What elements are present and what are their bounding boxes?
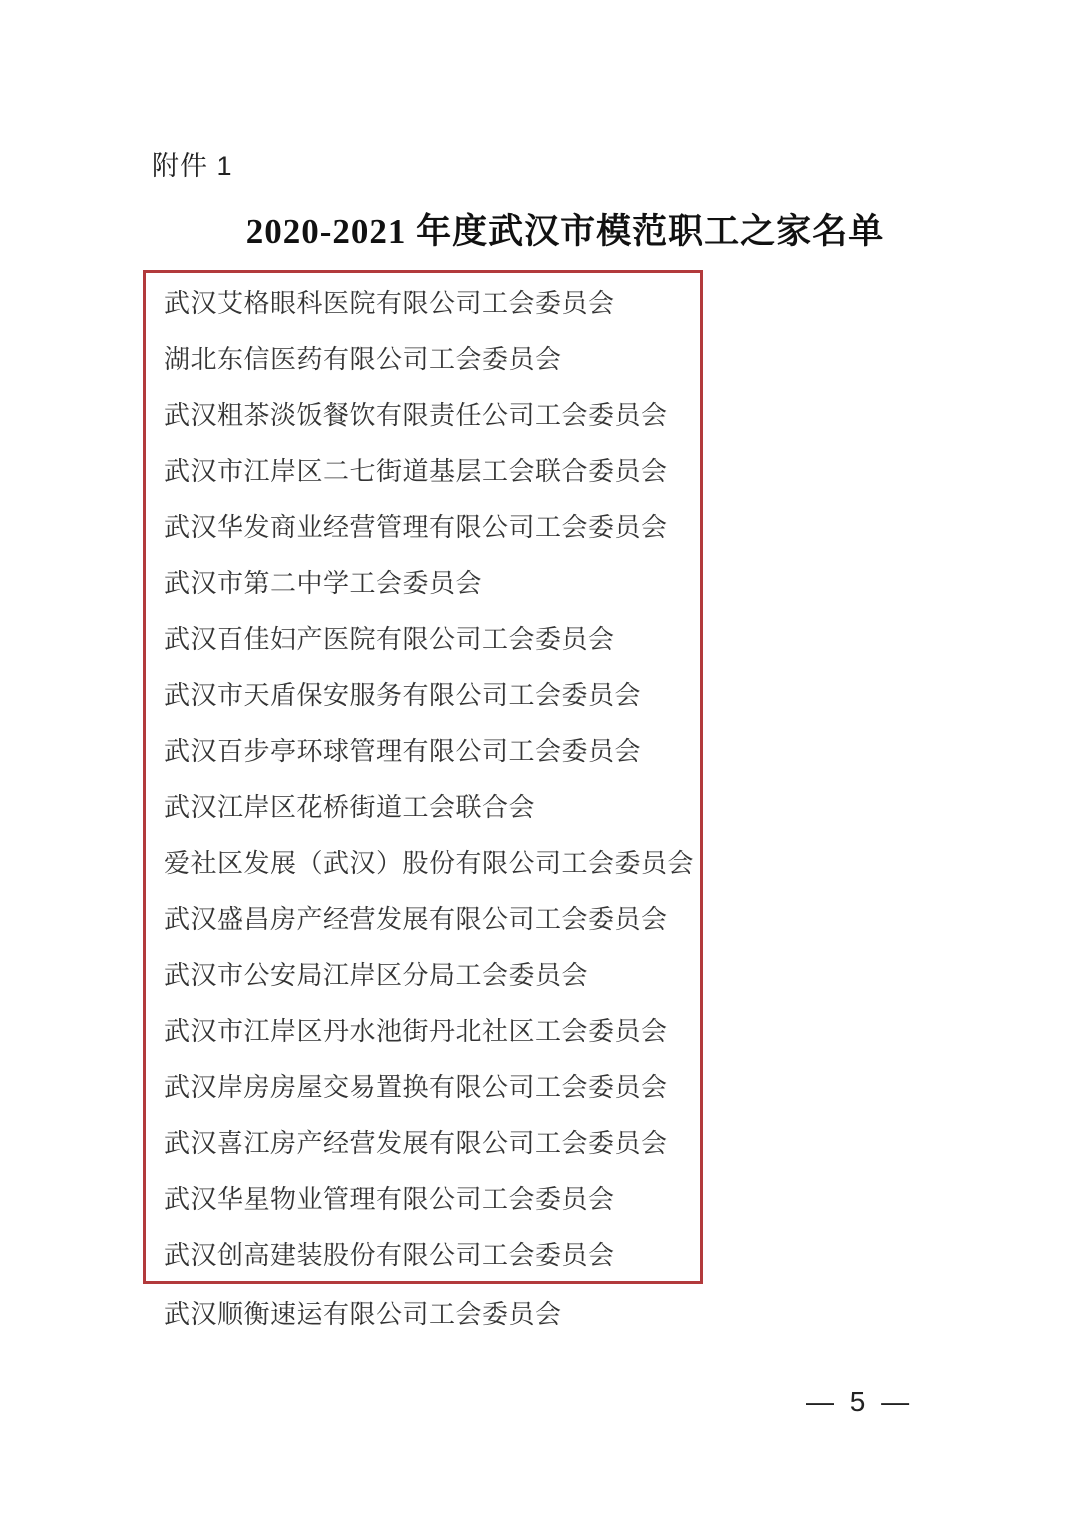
highlighted-list-box: [143, 270, 703, 1284]
list-item: 武汉华星物业管理有限公司工会委员会: [164, 1184, 615, 1214]
page-number: — 5 —: [806, 1386, 914, 1417]
list-item: 武汉市江岸区二七街道基层工会联合委员会: [164, 456, 668, 486]
list-item: 武汉市天盾保安服务有限公司工会委员会: [164, 680, 642, 710]
list-item: 武汉江岸区花桥街道工会联合会: [164, 792, 536, 822]
boxed-company-list: [146, 273, 700, 1281]
attachment-label: 附件 1: [152, 151, 233, 181]
list-item: 爱社区发展（武汉）股份有限公司工会委员会: [164, 848, 695, 878]
list-item: 武汉市江岸区丹水池街丹北社区工会委员会: [164, 1016, 668, 1046]
list-item: 武汉粗茶淡饭餐饮有限责任公司工会委员会: [164, 400, 668, 430]
list-item: 武汉百佳妇产医院有限公司工会委员会: [164, 624, 615, 654]
document-title: 2020-2021 年度武汉市模范职工之家名单: [245, 212, 885, 251]
list-item: 湖北东信医药有限公司工会委员会: [164, 344, 562, 374]
list-item: 武汉喜江房产经营发展有限公司工会委员会: [164, 1128, 668, 1158]
list-item: 武汉市第二中学工会委员会: [164, 568, 483, 598]
list-item: 武汉艾格眼科医院有限公司工会委员会: [164, 288, 615, 318]
list-item: 武汉盛昌房产经营发展有限公司工会委员会: [164, 904, 668, 934]
list-item: 武汉创高建装股份有限公司工会委员会: [164, 1240, 615, 1270]
unboxed-company-list: [164, 1284, 864, 1340]
list-item: 武汉市公安局江岸区分局工会委员会: [164, 960, 589, 990]
list-item: 武汉岸房房屋交易置换有限公司工会委员会: [164, 1072, 668, 1102]
list-item: 武汉百步亭环球管理有限公司工会委员会: [164, 736, 642, 766]
list-item: 武汉华发商业经营管理有限公司工会委员会: [164, 512, 668, 542]
list-item: 武汉顺衡速运有限公司工会委员会: [164, 1299, 562, 1329]
